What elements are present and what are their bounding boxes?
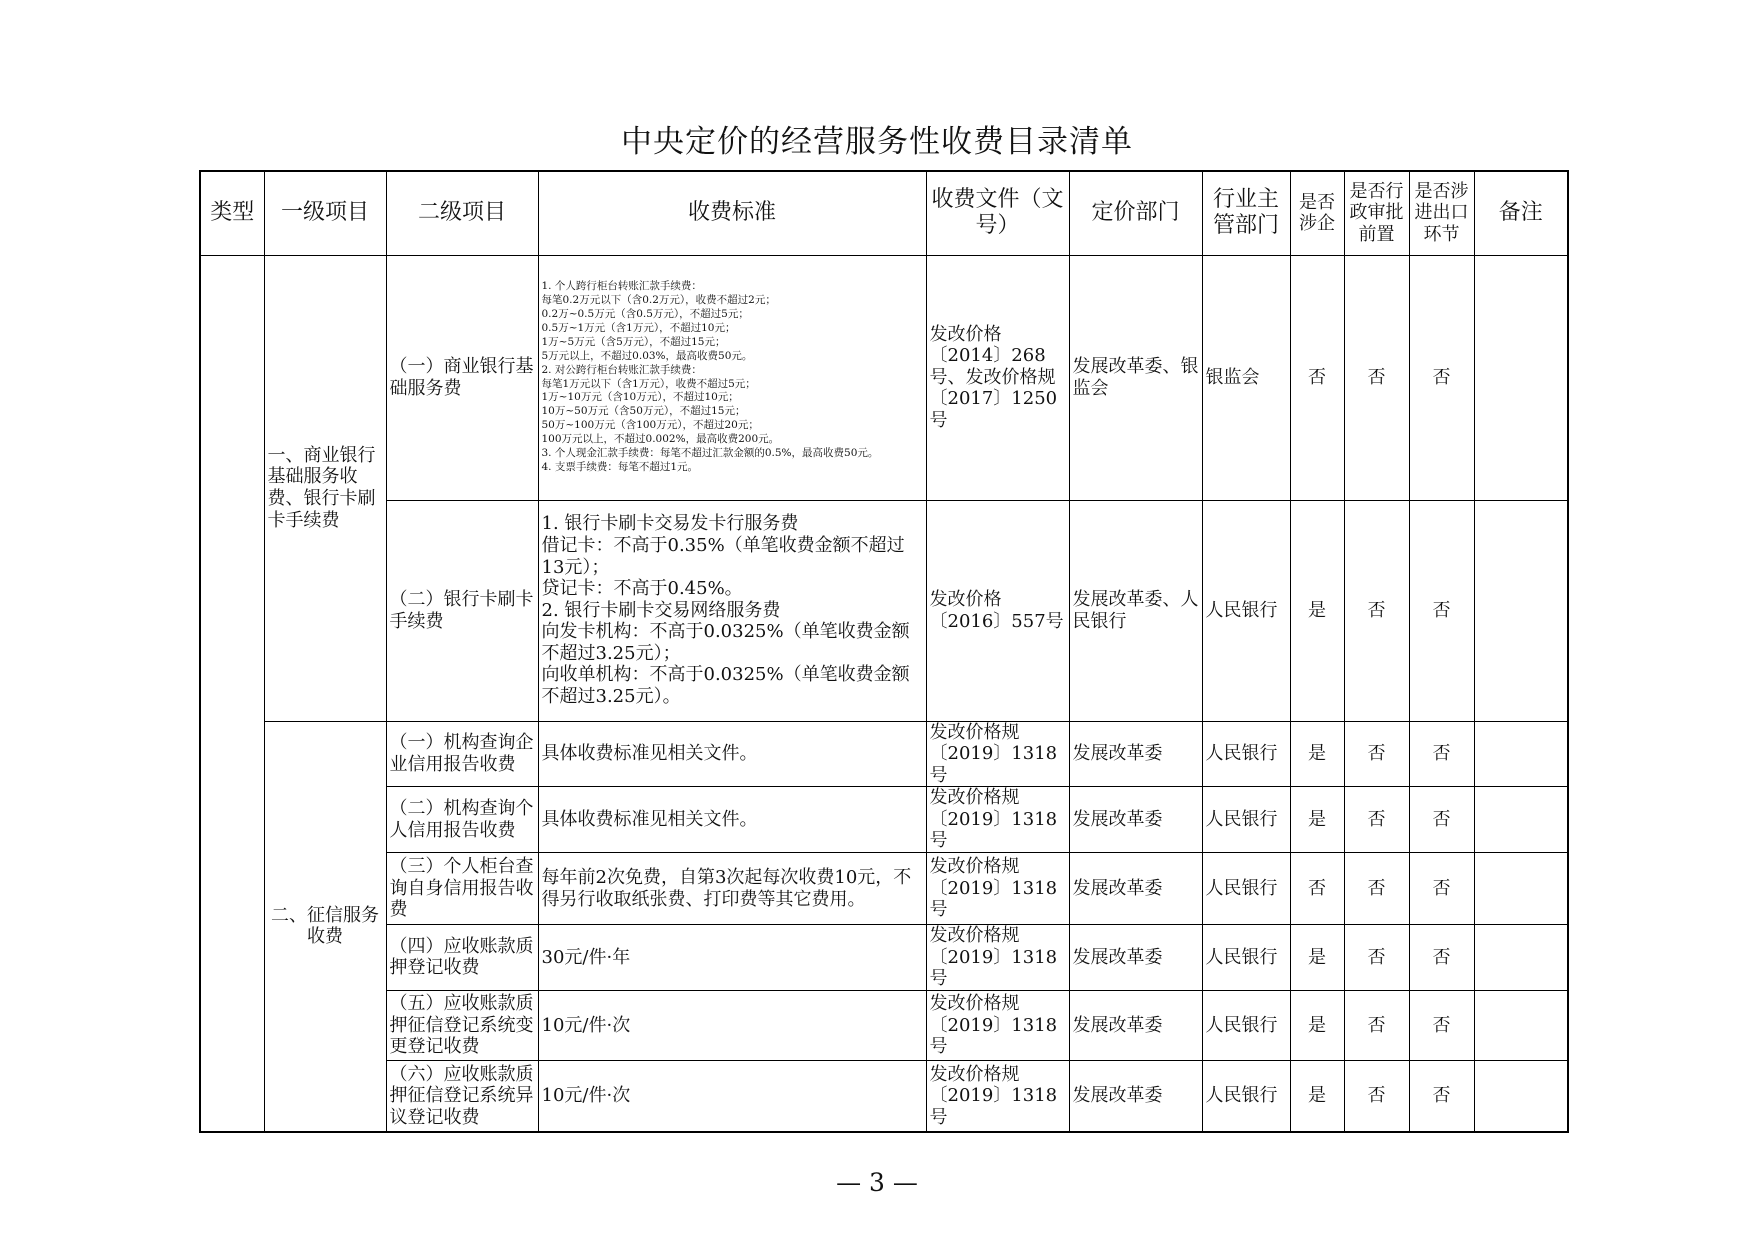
level2-cell: （一）机构查询企业信用报告收费 — [386, 721, 538, 787]
standard-cell: 10元/件·次 — [538, 990, 926, 1060]
authority-cell: 人民银行 — [1202, 500, 1290, 721]
import-export-cell: 否 — [1409, 925, 1474, 991]
table-row — [200, 925, 1568, 991]
enterprise-cell: 是 — [1290, 721, 1344, 787]
doc-cell: 发改价格规〔2019〕1318号 — [926, 787, 1069, 853]
header-remark: 备注 — [1474, 171, 1568, 255]
dept-cell: 发展改革委 — [1069, 1060, 1202, 1132]
table-row — [200, 1060, 1568, 1132]
table-row — [200, 853, 1568, 925]
header-approval: 是否行政审批前置 — [1344, 171, 1409, 255]
import-export-cell: 否 — [1409, 1060, 1474, 1132]
page-title: 中央定价的经营服务性收费目录清单 — [621, 124, 1133, 160]
level2-cell: （六）应收账款质押征信登记系统异议登记收费 — [386, 1060, 538, 1132]
remark-cell — [1474, 925, 1568, 991]
header-import-export: 是否涉进出口环节 — [1409, 171, 1474, 255]
doc-cell: 发改价格规〔2019〕1318号 — [926, 721, 1069, 787]
doc-cell: 发改价格〔2014〕268号、发改价格规〔2017〕1250号 — [926, 255, 1069, 500]
level2-cell: （四）应收账款质押登记收费 — [386, 925, 538, 991]
import-export-cell: 否 — [1409, 853, 1474, 925]
doc-cell: 发改价格规〔2019〕1318号 — [926, 990, 1069, 1060]
level1-cell: 二、征信服务收费 — [264, 721, 386, 1132]
table-row — [200, 500, 1568, 721]
header-enterprise: 是否涉企 — [1290, 171, 1344, 255]
standard-cell: 1. 银行卡刷卡交易发卡行服务费 借记卡：不高于0.35%（单笔收费金额不超过13元）； 贷记卡：不高于0.45%。 2. 银行卡刷卡交易网络服务费 向发卡机构：不高于0.0325%（单笔收费金额不超过3.25元）； 向收单机构：不高于0.0325%（单笔收费金额不超过3.25元）。 — [541, 513, 910, 708]
authority-cell: 人民银行 — [1202, 1060, 1290, 1132]
dept-cell: 发展改革委 — [1069, 721, 1202, 787]
approval-cell: 否 — [1344, 990, 1409, 1060]
approval-cell: 否 — [1344, 925, 1409, 991]
table-row — [200, 787, 1568, 853]
remark-cell — [1474, 721, 1568, 787]
authority-cell: 人民银行 — [1202, 721, 1290, 787]
import-export-cell: 否 — [1409, 787, 1474, 853]
table-row — [200, 721, 1568, 787]
doc-cell: 发改价格规〔2019〕1318号 — [926, 853, 1069, 925]
header-standard: 收费标准 — [538, 171, 926, 255]
authority-cell: 人民银行 — [1202, 787, 1290, 853]
level1-cell: 一、商业银行基础服务收费、银行卡刷卡手续费 — [264, 255, 386, 721]
enterprise-cell: 是 — [1290, 787, 1344, 853]
remark-cell — [1474, 255, 1568, 500]
import-export-cell: 否 — [1409, 990, 1474, 1060]
header-authority: 行业主管部门 — [1202, 171, 1290, 255]
level2-cell: （一）商业银行基础服务费 — [386, 255, 538, 500]
header-type: 类型 — [200, 171, 264, 255]
doc-cell: 发改价格规〔2019〕1318号 — [926, 1060, 1069, 1132]
import-export-cell: 否 — [1409, 255, 1474, 500]
enterprise-cell: 否 — [1290, 255, 1344, 500]
remark-cell — [1474, 787, 1568, 853]
approval-cell: 否 — [1344, 255, 1409, 500]
dept-cell: 发展改革委、人民银行 — [1069, 500, 1202, 721]
enterprise-cell: 否 — [1290, 853, 1344, 925]
enterprise-cell: 是 — [1290, 990, 1344, 1060]
dept-cell: 发展改革委 — [1069, 925, 1202, 991]
remark-cell — [1474, 500, 1568, 721]
table-row — [200, 990, 1568, 1060]
remark-cell — [1474, 990, 1568, 1060]
level2-cell: （三）个人柜台查询自身信用报告收费 — [386, 853, 538, 925]
dept-cell: 发展改革委 — [1069, 853, 1202, 925]
authority-cell: 人民银行 — [1202, 990, 1290, 1060]
standard-cell: 30元/件·年 — [538, 925, 926, 991]
approval-cell: 否 — [1344, 787, 1409, 853]
authority-cell: 银监会 — [1202, 255, 1290, 500]
doc-cell: 发改价格〔2016〕557号 — [926, 500, 1069, 721]
remark-cell — [1474, 853, 1568, 925]
level2-cell: （二）机构查询个人信用报告收费 — [386, 787, 538, 853]
table-header-row — [200, 171, 1568, 255]
doc-cell: 发改价格规〔2019〕1318号 — [926, 925, 1069, 991]
approval-cell: 否 — [1344, 1060, 1409, 1132]
authority-cell: 人民银行 — [1202, 853, 1290, 925]
header-level1: 一级项目 — [264, 171, 386, 255]
standard-cell: 具体收费标准见相关文件。 — [538, 787, 926, 853]
authority-cell: 人民银行 — [1202, 925, 1290, 991]
header-doc: 收费文件（文号） — [926, 171, 1069, 255]
table-row — [200, 255, 1568, 500]
standard-cell: 具体收费标准见相关文件。 — [538, 721, 926, 787]
standard-cell: 1. 个人跨行柜台转账汇款手续费： 每笔0.2万元以下（含0.2万元），收费不超过2元； 0.2万~0.5万元（含0.5万元），不超过5元； 0.5万~1万元（含1万元），不超过10元； 1万~5万元（含5万元），不超过15元； 5万元以上，不超过0.03%，最高收费50元。 2. 对公跨行柜台转账汇款手续费： 每笔1万元以下（含1万元），收费不超过5元； 1万~10万元（含10万元），不超过10元； 10万~50万元（含50万元），不超过15元； 50万~100万元（含100万元），不超过20元； 100万元以上，不超过0.002%，最高收费200元。 3. 个人现金汇款手续费：每笔不超过汇款金额的0.5%，最高收费50元。 4. 支票手续费：每笔不超过1元。 — [541, 280, 879, 473]
dept-cell: 发展改革委 — [1069, 990, 1202, 1060]
approval-cell: 否 — [1344, 500, 1409, 721]
header-level2: 二级项目 — [386, 171, 538, 255]
import-export-cell: 否 — [1409, 500, 1474, 721]
type-cell — [200, 255, 264, 1132]
standard-cell: 每年前2次免费，自第3次起每次收费10元，不得另行收取纸张费、打印费等其它费用。 — [538, 853, 926, 925]
enterprise-cell: 是 — [1290, 500, 1344, 721]
level2-cell: （二）银行卡刷卡手续费 — [386, 500, 538, 721]
approval-cell: 否 — [1344, 721, 1409, 787]
dept-cell: 发展改革委 — [1069, 787, 1202, 853]
standard-cell: 10元/件·次 — [538, 1060, 926, 1132]
approval-cell: 否 — [1344, 853, 1409, 925]
enterprise-cell: 是 — [1290, 925, 1344, 991]
page-number: — 3 — — [836, 1168, 918, 1197]
header-dept: 定价部门 — [1069, 171, 1202, 255]
remark-cell — [1474, 1060, 1568, 1132]
import-export-cell: 否 — [1409, 721, 1474, 787]
fee-catalog-table — [199, 170, 1569, 1133]
level2-cell: （五）应收账款质押征信登记系统变更登记收费 — [386, 990, 538, 1060]
enterprise-cell: 是 — [1290, 1060, 1344, 1132]
dept-cell: 发展改革委、银监会 — [1069, 255, 1202, 500]
